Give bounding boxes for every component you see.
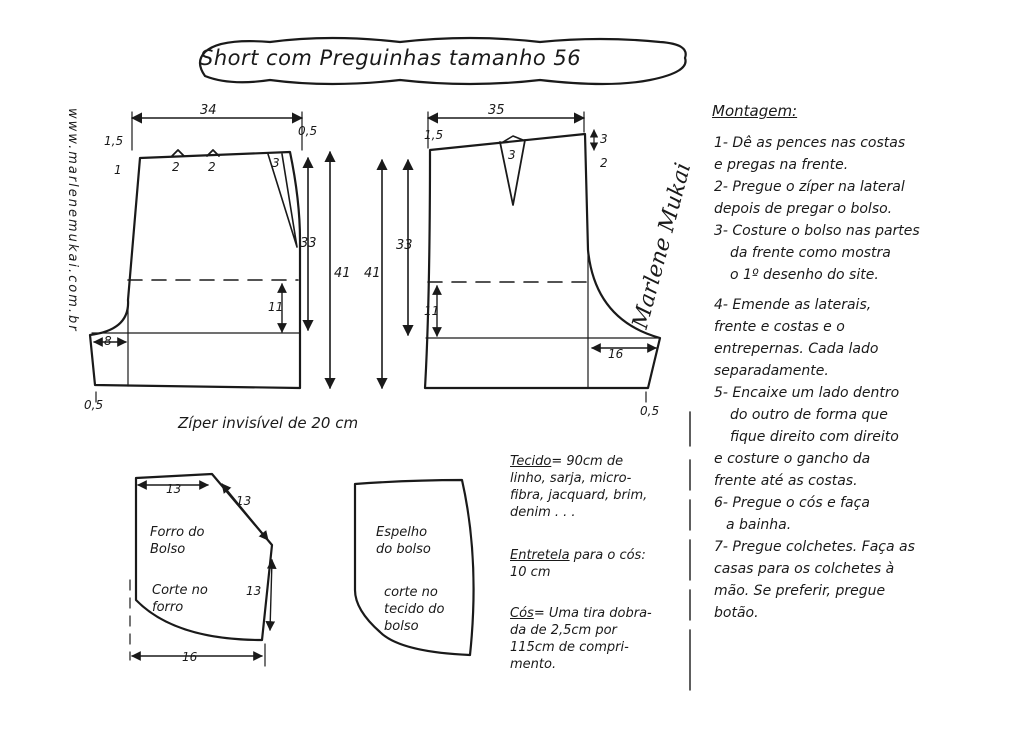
pocket-lining-side-label: 13 xyxy=(246,584,262,598)
back-dart-label: 3 xyxy=(272,156,280,170)
back-hip-label: 11 xyxy=(268,300,284,314)
back-side-left-label: 1,5 xyxy=(104,134,124,148)
back-length-outer-label: 41 xyxy=(334,266,351,281)
assembly-line: da frente como mostra xyxy=(730,245,891,261)
pocket-facing-title: Espelho do bolso xyxy=(376,525,431,557)
assembly-line: fique direito com direito xyxy=(730,429,899,445)
fabric-notes xyxy=(510,436,690,521)
front-dart-label: 3 xyxy=(508,148,516,162)
back-side-right-label: 0,5 xyxy=(298,124,318,138)
fabric-heading: Tecido xyxy=(510,454,552,469)
pocket-lining-diagonal-label: 13 xyxy=(236,494,252,508)
assembly-line: mão. Se preferir, pregue xyxy=(714,583,886,599)
signature: Marlene Mukai xyxy=(628,160,697,332)
assembly-line: e costure o gancho da xyxy=(714,451,871,467)
assembly-line: a bainha. xyxy=(726,517,792,533)
interfacing-heading: Entretela xyxy=(510,548,570,563)
waistband-heading: Cós xyxy=(510,606,534,621)
assembly-line: 1- Dê as pences nas costas xyxy=(714,135,906,151)
front-width-label: 35 xyxy=(488,103,505,118)
front-length-inner-label: 33 xyxy=(396,238,413,253)
assembly-steps xyxy=(714,132,920,624)
front-side-left-label: 1,5 xyxy=(424,128,444,142)
front-bottom-label: 0,5 xyxy=(640,404,660,418)
assembly-line: depois de pregar o bolso. xyxy=(714,201,893,217)
assembly-line: frente até as costas. xyxy=(714,473,858,489)
back-pleat-2-label: 2 xyxy=(208,160,216,174)
front-top-right-label: 2 xyxy=(600,156,608,170)
assembly-line: 4- Emende as laterais, xyxy=(714,297,872,313)
pocket-lining-top-label: 13 xyxy=(166,482,182,496)
assembly-line: 2- Pregue o zíper na lateral xyxy=(714,179,905,195)
back-width-label: 34 xyxy=(200,103,217,118)
assembly-heading: Montagem: xyxy=(712,102,798,120)
assembly-line: do outro de forma que xyxy=(730,407,888,423)
assembly-line: separadamente. xyxy=(714,363,829,379)
assembly-line: frente e costas e o xyxy=(714,319,845,335)
pocket-facing-cut-note: corte no tecido do bolso xyxy=(384,585,445,634)
back-length-inner-label: 33 xyxy=(300,236,317,251)
back-top-left-label: 1 xyxy=(114,163,122,177)
back-piece-outline xyxy=(90,152,300,388)
fabric-text: = 90cm de linho, sarja, micro- fibra, jacquard, brim, denim . . . xyxy=(510,454,648,520)
back-pleat-1-label: 2 xyxy=(172,160,180,174)
assembly-line: o 1º desenho do site. xyxy=(730,267,879,283)
interfacing-text: para o cós: 10 cm xyxy=(510,548,646,580)
interfacing-notes xyxy=(510,530,690,581)
assembly-line: 6- Pregue o cós e faça xyxy=(714,495,870,511)
pocket-lining-bottom-label: 16 xyxy=(182,650,198,664)
front-piece-outline xyxy=(425,134,660,388)
assembly-line: botão. xyxy=(714,605,759,621)
pocket-lining-title: Forro do Bolso xyxy=(150,525,205,557)
front-hip-label: 11 xyxy=(424,304,440,318)
assembly-line: casas para os colchetes à xyxy=(714,561,895,577)
assembly-line: 7- Pregue colchetes. Faça as xyxy=(714,539,915,555)
front-crotch-label: 16 xyxy=(608,347,624,361)
website-url: www.marlenemukai.com.br xyxy=(65,108,80,333)
zipper-note: Zíper invisível de 20 cm xyxy=(178,414,359,432)
back-bottom-label: 0,5 xyxy=(84,398,104,412)
front-side-right-label: 3 xyxy=(600,132,608,146)
pocket-lining-cut-note: Corte no forro xyxy=(152,583,208,615)
assembly-line: 3- Costure o bolso nas partes xyxy=(714,223,920,239)
assembly-line: e pregas na frente. xyxy=(714,157,849,173)
back-crotch-label: 8 xyxy=(104,334,112,348)
assembly-line: entrepernas. Cada lado xyxy=(714,341,879,357)
page-title: Short com Preguinhas tamanho 56 xyxy=(200,46,582,70)
waistband-text: = Uma tira dobra- da de 2,5cm por 115cm de compri- mento. xyxy=(510,606,652,672)
waistband-notes xyxy=(510,588,690,673)
front-length-outer-label: 41 xyxy=(364,266,381,281)
assembly-line: 5- Encaixe um lado dentro xyxy=(714,385,900,401)
